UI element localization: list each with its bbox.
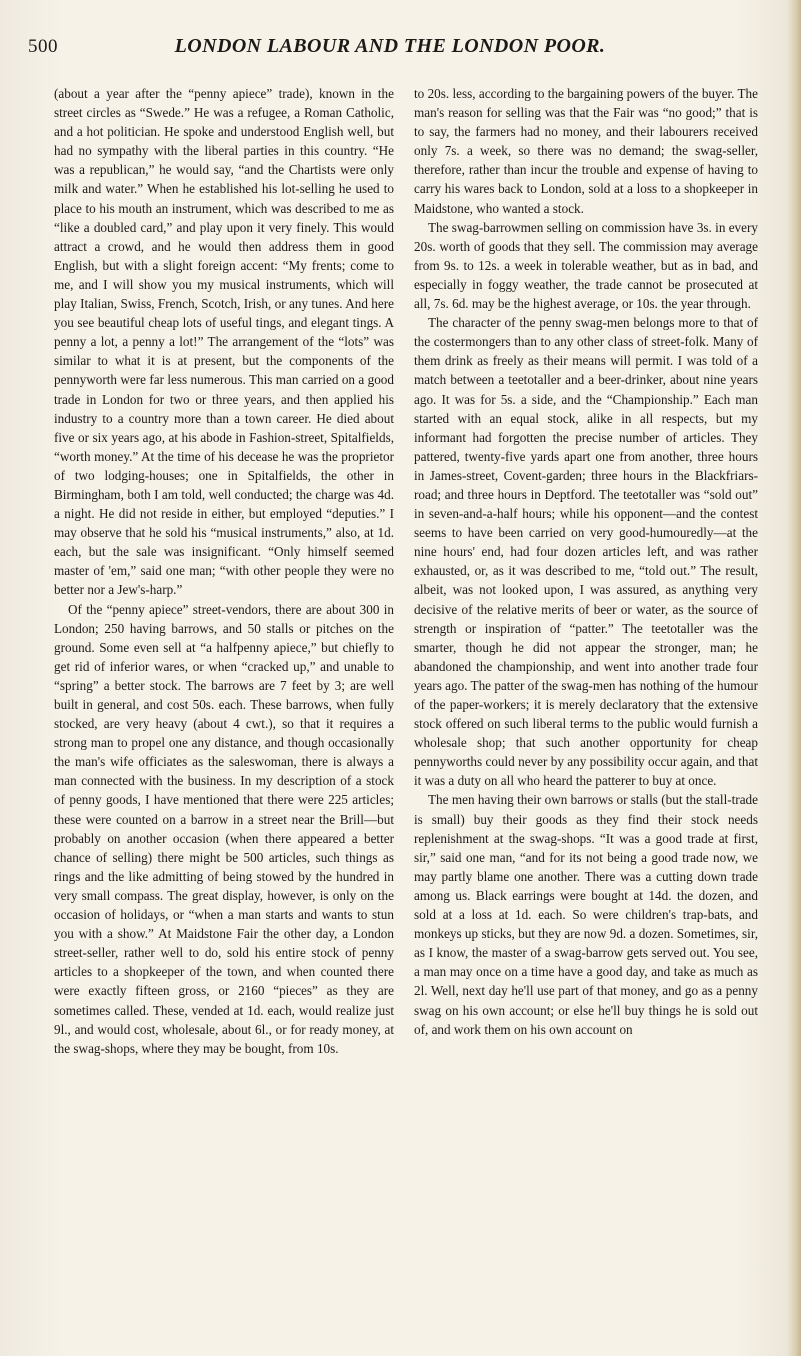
left-column — [54, 84, 394, 1058]
paragraph: The men having their own barrows or stalls (but the stall-trade is small) buy their goods as they find their stock needs replenishment at the swag-shops. “It was a good trade at first, sir,” said one man, “and for its not being a good trade now, we may partly blame one another. There was a cutting down trade among us. Black earrings were bought at 14d. the dozen, and sold at a loss at 1d. each. So were children's trap-bats, and monkeys up sticks, but they are now 9d. a dozen. Sometimes, sir, as I know, the master of a swag-barrow gets served out. You see, a man may once on a time have a good day, and take as much as 2l. Well, next day he'll use part of that money, and go as a penny swag on his own account; or else he'll buy things he is sold out of, and work them on his own account on — [414, 792, 758, 1037]
paragraph: The swag-barrowmen selling on commission have 3s. in every 20s. worth of goods that they sell. The commission may average from 9s. to 12s. a week in tolerable weather, but as in bad, and especially in foggy weather, the trade cannot be prosecuted at all, 7s. 6d. may be the highest average, or 10s. the year through. — [414, 219, 758, 312]
page-number: 500 — [28, 36, 58, 57]
right-column — [414, 84, 758, 1039]
paragraph: (about a year after the “penny apiece” trade), known in the street circles as “Swede.” He was a refugee, a Roman Catholic, and a hot politician. He spoke and understood English well, but had no sympathy with the liberal parties in this country. “He was a republican,” he would say, “and the Chartists were only milk and water.” When he established his lot-selling he used to place to his mouth an instrument, which was described to me as “like a doubled card,” and play upon it very finely. This would attract a crowd, and he would then address them in good English, but with a slight foreign accent: “My frents; come to me, and I will show you my musical instruments, which will play Italian, Swiss, French, Scotch, Irish, or any tunes. And here you see beautiful cheap lots of useful tings, and elegant tings. A penny a lot, a penny a lot!” The arrangement of the “lots” was similar to what it is at present, but the components of the pennyworth were far less numerous. This man carried on a good trade in London for two or three years, and then applied his industry to a country more than a town career. He died about five or six years ago, at his abode in Fashion-street, Spitalfields, “worth money.” At the time of his decease he was the proprietor of two lodging-houses; one in Spitalfields, the other in Birmingham, both I am told, well conducted; the charge was 4d. a night. He did not reside in either, but employed “deputies.” I may observe that he sold his “musical instruments,” also, at 1d. each, but the sale was insignificant. “Only himself seemed master of 'em,” said one man; “with other people they were no better nor a Jew's-harp.” — [54, 86, 394, 598]
page-header — [20, 30, 780, 66]
paragraph: to 20s. less, according to the bargaining powers of the buyer. The man's reason for selling was that the Fair was “no good;” that is to say, the farmers had no money, and their labourers received only 7s. a week, so there was no demand; the swag-seller, therefore, rather than incur the trouble and expense of having to carry his wares back to London, sold at a loss to a shopkeeper in Maidstone, who wanted a stock. — [414, 86, 758, 216]
page-gutter-shadow — [787, 0, 801, 1356]
paragraph: Of the “penny apiece” street-vendors, there are about 300 in London; 250 having barrows, and 50 stalls or pitches on the ground. Some even sell at “a halfpenny apiece,” but chiefly to get rid of inferior wares, or when “cracked up,” and unable to “spring” a better stock. The barrows are 7 feet by 3; are well built in general, and cost 50s. each. These barrows, when fully stocked, are very heavy (about 4 cwt.), so that it requires a strong man to propel one any distance, and though occasionally the man's wife officiates as the saleswoman, there is always a man connected with the business. In my description of a stock of penny goods, I have mentioned that there were 225 articles; these were counted on a barrow in a street near the Brill—but probably on another occasion (when there appeared a better chance of selling) there might be 500 articles, such things as rings and the like admitting of being stowed by the hundred in very small compass. The great display, however, is only on the occasion of holidays, or “when a man starts and wants to stun you with a show.” At Maidstone Fair the other day, a London street-seller, rather well to do, sold his entire stock of penny articles to a shopkeeper of the town, and when counted there were exactly fifteen gross, or 2160 “pieces” as they are sometimes called. These, vended at 1d. each, would realize just 9l., and would cost, wholesale, about 6l., or for ready money, at the swag-shops, where they may be bought, from 10s. — [54, 601, 394, 1056]
running-title: LONDON LABOUR AND THE LONDON POOR. — [174, 35, 606, 57]
paragraph: The character of the penny swag-men belongs more to that of the costermongers than to any other class of street-folk. Many of them drink as freely as their means will permit. I was told of a match between a teetotaller and a beer-drinker, about nine years ago. It was for 5s. a side, and the “Championship.” Each man started with an equal stock, alike in all respects, but my informant had forgotten the precise number of articles. They pattered, twenty-five yards apart one from another, three hours in James-street, Covent-garden; three hours in the Blackfriars-road; and three hours in Deptford. The teetotaller was “sold out” in seven-and-a-half hours; while his opponent—and the contest seems to have been carried on very good-humouredly—at the nine hours' end, had four dozen articles left, and was rather exhausted, or, as it was described to me, “told out.” The result, albeit, was not looked upon, I was assured, as anything very decisive of the relative merits of beer or water, as the source of strength or inspiration of “patter.” The teetotaller was the smarter, though he did not appear the stronger, man; he abandoned the championship, and went into another trade four years ago. The patter of the swag-men has nothing of the humour of the paper-workers; it is merely declaratory that the extensive stock offered on such liberal terms to the public would furnish a wholesale shop; that such another opportunity for cheap pennyworths could never by any possibility occur again, and that it was a duty on all who heard the patterer to buy at once. — [414, 315, 759, 789]
